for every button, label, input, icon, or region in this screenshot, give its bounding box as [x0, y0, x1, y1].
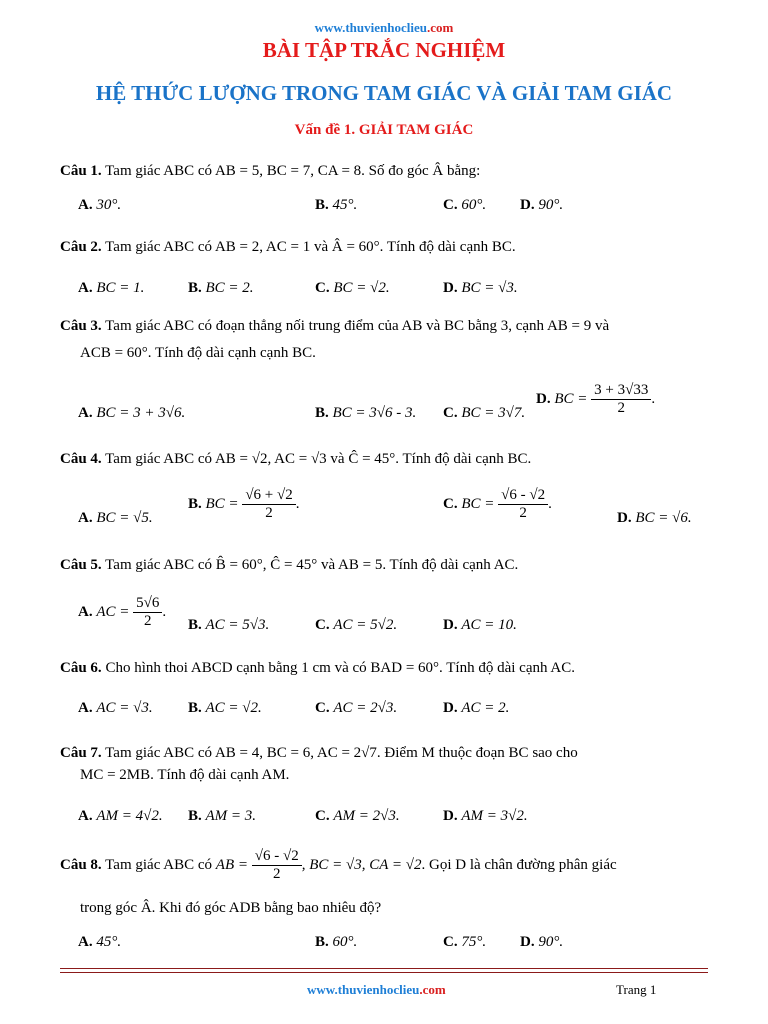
- option-d[interactable]: D. BC = √6.: [617, 510, 692, 526]
- option-d[interactable]: D. BC = √3.: [443, 280, 518, 296]
- question-4: [60, 451, 531, 468]
- option-c[interactable]: C. BC = $\frac{√6 - √2}{2}$ .: [443, 487, 552, 521]
- option-a[interactable]: A. 30°.: [78, 197, 122, 213]
- option-c[interactable]: C. BC = √2.: [315, 280, 390, 296]
- question-label: Câu 8.: [60, 856, 102, 873]
- option-b[interactable]: B. AC = 5√3.: [188, 617, 270, 633]
- question-label: Câu 1.: [60, 163, 102, 179]
- question-6: [60, 660, 575, 677]
- option-d[interactable]: D. AC = 2.: [443, 700, 510, 716]
- option-b[interactable]: B. BC = 2.: [188, 280, 254, 296]
- question-stem: Tam giác ABC có B̂ = 60°, Ĉ = 45° và AB = 5. Tính độ dài cạnh AC.: [105, 557, 519, 573]
- option-d[interactable]: D. 90°.: [520, 934, 564, 950]
- footer-rule-thin: [60, 972, 708, 973]
- option-d[interactable]: D. 90°.: [520, 197, 564, 213]
- option-c[interactable]: C. 60°.: [443, 197, 487, 213]
- option-a[interactable]: A. BC = 1.: [78, 280, 145, 296]
- option-a[interactable]: A. BC = 3 + 3√6.: [78, 405, 186, 421]
- question-5: [60, 557, 518, 574]
- header-site-main: www.thuvienhoclieu: [314, 20, 427, 35]
- question-8: Câu 8. Tam giác ABC có AB = $\frac{√6 - √2}{2}$ , BC = √3, CA = √2. Gọi D là chân đường phân giác: [60, 848, 617, 882]
- option-d[interactable]: D. AM = 3√2.: [443, 808, 528, 824]
- question-label: Câu 4.: [60, 451, 102, 467]
- option-c[interactable]: C. AM = 2√3.: [315, 808, 400, 824]
- question-7: [60, 745, 578, 762]
- question-stem: Cho hình thoi ABCD cạnh bằng 1 cm và có BAD = 60°. Tính độ dài cạnh AC.: [105, 660, 575, 676]
- option-b[interactable]: B. BC = $\frac{√6 + √2}{2}$ .: [188, 487, 300, 521]
- option-b[interactable]: B. 45°.: [315, 197, 358, 213]
- option-d[interactable]: D. AC = 10.: [443, 617, 517, 633]
- option-b[interactable]: B. 60°.: [315, 934, 358, 950]
- footer-site-tld: .com: [419, 982, 446, 997]
- document-subtitle: HỆ THỨC LƯỢNG TRONG TAM GIÁC VÀ GIẢI TAM GIÁC: [95, 81, 673, 105]
- option-d[interactable]: D. BC = $\frac{3 + 3√33}{2}$ .: [536, 382, 656, 416]
- option-b[interactable]: B. BC = 3√6 - 3.: [315, 405, 417, 421]
- option-c[interactable]: C. AC = 2√3.: [315, 700, 398, 716]
- page-number: Trang 1: [616, 982, 657, 997]
- question-2: [60, 239, 516, 256]
- option-a[interactable]: A. 45°.: [78, 934, 122, 950]
- option-c[interactable]: C. BC = 3√7.: [443, 405, 526, 421]
- question-label: Câu 6.: [60, 660, 102, 676]
- question-stem: Tam giác ABC có AB = √2, AC = √3 và Ĉ = 45°. Tính độ dài cạnh BC.: [105, 451, 532, 467]
- header-site-link[interactable]: [0, 20, 768, 36]
- option-b[interactable]: B. AM = 3.: [188, 808, 257, 824]
- question-1: [60, 163, 480, 180]
- header-site-tld: .com: [426, 20, 454, 35]
- question-stem: Tam giác ABC có AB = 2, AC = 1 và Â = 60°. Tính độ dài cạnh BC.: [105, 239, 516, 255]
- footer-rule: [60, 968, 708, 969]
- option-a[interactable]: A. AM = 4√2.: [78, 808, 163, 824]
- option-a[interactable]: A. AC = √3.: [78, 700, 153, 716]
- footer-site-main: www.thuvienhoclieu: [307, 982, 420, 997]
- option-c[interactable]: C. 75°.: [443, 934, 487, 950]
- question-stem-prefix: Tam giác ABC có: [105, 856, 213, 873]
- option-b[interactable]: B. AC = √2.: [188, 700, 262, 716]
- question-3: [60, 318, 609, 335]
- question-label: Câu 5.: [60, 557, 102, 573]
- option-c[interactable]: C. AC = 5√2.: [315, 617, 398, 633]
- question-label: Câu 7.: [60, 745, 102, 761]
- question-stem: Tam giác ABC có AB = 5, BC = 7, CA = 8. Số đo góc Â bằng:: [105, 163, 481, 179]
- question-stem-line2: ACB = 60°. Tính độ dài cạnh cạnh BC.: [80, 345, 316, 361]
- question-label: Câu 3.: [60, 318, 102, 334]
- question-stem-line2: trong góc Â. Khi đó góc ADB bằng bao nhiêu độ?: [80, 900, 382, 916]
- question-label: Câu 2.: [60, 239, 102, 255]
- section-heading: Vấn đề 1. GIẢI TAM GIÁC: [294, 122, 474, 138]
- option-a[interactable]: A. AC = $\frac{5√6}{2}$ .: [78, 595, 167, 629]
- footer-site-link[interactable]: [307, 982, 446, 998]
- question-stem-line1: Tam giác ABC có AB = 4, BC = 6, AC = 2√7. Điểm M thuộc đoạn BC sao cho: [105, 745, 578, 761]
- question-stem-line1: Tam giác ABC có đoạn thẳng nối trung điểm của AB và BC bằng 3, cạnh AB = 9 và: [105, 318, 610, 334]
- document-title: BÀI TẬP TRẮC NGHIỆM: [262, 38, 506, 62]
- question-stem-line2: MC = 2MB. Tính độ dài cạnh AM.: [80, 767, 290, 783]
- option-a[interactable]: A. BC = √5.: [78, 510, 153, 526]
